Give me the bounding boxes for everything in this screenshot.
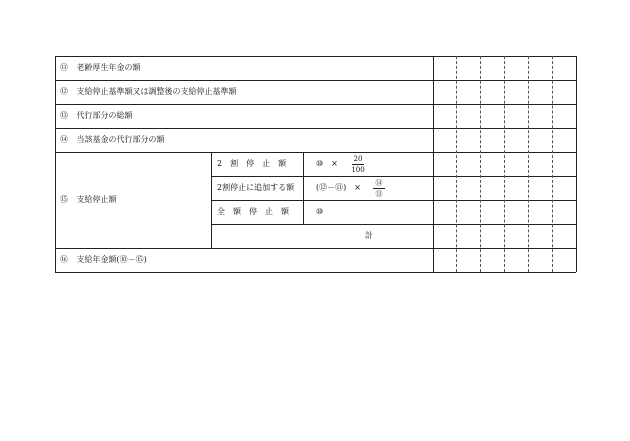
formula: ⑩ × [316, 159, 338, 168]
amount-cell[interactable] [434, 153, 575, 175]
formula: ⑩ [316, 207, 324, 216]
row-label [60, 255, 147, 265]
row-label-text: 支給停止基準額又は調整後の支給停止基準額 [76, 87, 237, 96]
row-number: ⑭ [60, 135, 68, 144]
row-number: ⑯ [60, 255, 68, 264]
row-label [60, 195, 117, 205]
amount-cell[interactable] [434, 81, 575, 103]
amount-cell[interactable] [434, 57, 575, 79]
fraction-bar [373, 188, 385, 189]
table-line [55, 272, 576, 273]
table-line [576, 56, 577, 272]
row-number: ⑫ [60, 87, 68, 96]
row-label-text: 老齢厚生年金の額 [76, 63, 141, 72]
amount-cell[interactable] [434, 249, 575, 271]
table-line [303, 152, 304, 224]
amount-cell[interactable] [434, 201, 575, 223]
row-number: ⑬ [60, 111, 68, 120]
row-label [60, 87, 237, 97]
formula: (⑫－⑪) × [316, 183, 361, 192]
fraction-numerator: ⑭ [375, 179, 383, 187]
amount-cell[interactable] [434, 225, 575, 247]
sub-row-label: 2 割 停 止 額 [217, 159, 287, 168]
fraction-numerator: 20 [353, 155, 363, 163]
fraction-denominator: ⑬ [375, 190, 383, 198]
row-label-text: 支給年金額(⑩－⑮) [76, 255, 147, 264]
amount-cell[interactable] [434, 129, 575, 151]
row-label-text: 支給停止額 [76, 195, 117, 204]
row-label [60, 111, 133, 121]
table-line [55, 56, 56, 272]
table-line [211, 152, 212, 248]
row-label-text: 代行部分の総額 [76, 111, 133, 120]
sub-row-label: 2割停止に追加する額 [217, 183, 295, 192]
row-label-text: 当該基金の代行部分の額 [76, 135, 165, 144]
row-number: ⑮ [60, 195, 68, 204]
row-label [60, 63, 141, 73]
total-label: 計 [365, 231, 373, 240]
amount-cell[interactable] [434, 105, 575, 127]
row-number: ⑪ [60, 63, 68, 72]
amount-cell[interactable] [434, 177, 575, 199]
sub-row-label: 全 額 停 止 額 [217, 207, 289, 216]
fraction-denominator: 100 [351, 166, 365, 174]
fraction-bar [352, 164, 364, 165]
row-label [60, 135, 165, 145]
